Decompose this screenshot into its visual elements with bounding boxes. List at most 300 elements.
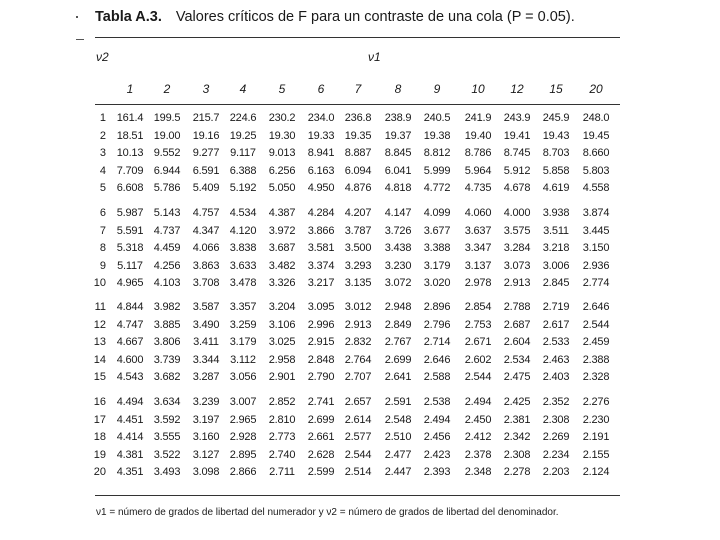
table-cell: 3.020 bbox=[423, 277, 451, 289]
table-cell: 9.552 bbox=[153, 147, 181, 159]
bottom-rule bbox=[95, 495, 620, 496]
table-cell: 3.739 bbox=[153, 354, 181, 366]
row-label: 12 bbox=[93, 319, 106, 331]
table-cell: 8.941 bbox=[307, 147, 335, 159]
table-caption: Valores críticos de F para un contraste de una cola (P = 0.05). bbox=[175, 9, 575, 25]
table-cell: 3.438 bbox=[384, 242, 412, 254]
table-cell: 4.818 bbox=[384, 182, 412, 194]
table-cell: 2.741 bbox=[307, 396, 335, 408]
table-cell: 2.796 bbox=[423, 319, 451, 331]
column-header: 8 bbox=[394, 82, 402, 96]
table-cell: 3.344 bbox=[192, 354, 220, 366]
table-cell: 4.737 bbox=[153, 225, 181, 237]
table-cell: 6.388 bbox=[229, 165, 257, 177]
table-cell: 2.534 bbox=[503, 354, 531, 366]
table-cell: 8.660 bbox=[582, 147, 610, 159]
table-cell: 3.357 bbox=[229, 301, 257, 313]
row-label: 11 bbox=[94, 301, 106, 313]
table-cell: 19.45 bbox=[582, 130, 610, 142]
table-cell: 2.412 bbox=[464, 431, 492, 443]
table-cell: 2.463 bbox=[542, 354, 570, 366]
table-cell: 2.348 bbox=[464, 466, 492, 478]
table-cell: 3.592 bbox=[153, 414, 181, 426]
table-cell: 19.35 bbox=[344, 130, 372, 142]
table-cell: 3.056 bbox=[229, 371, 257, 383]
table-cell: 2.388 bbox=[582, 354, 610, 366]
column-header: 2 bbox=[163, 82, 171, 96]
table-cell: 2.849 bbox=[384, 319, 412, 331]
table-cell: 19.00 bbox=[153, 130, 181, 142]
table-cell: 2.996 bbox=[307, 319, 335, 331]
table-cell: 4.451 bbox=[116, 414, 144, 426]
table-cell: 245.9 bbox=[542, 112, 570, 124]
table-cell: 2.588 bbox=[423, 371, 451, 383]
table-cell: 5.143 bbox=[153, 207, 181, 219]
table-cell: 3.493 bbox=[153, 466, 181, 478]
table-cell: 3.293 bbox=[344, 260, 372, 272]
table-cell: 2.687 bbox=[503, 319, 531, 331]
table-cell: 2.308 bbox=[503, 449, 531, 461]
table-cell: 19.38 bbox=[423, 130, 451, 142]
table-cell: 2.928 bbox=[229, 431, 257, 443]
table-cell: 2.614 bbox=[344, 414, 372, 426]
table-cell: 3.445 bbox=[582, 225, 610, 237]
table-cell: 8.812 bbox=[423, 147, 451, 159]
column-header: 1 bbox=[126, 82, 134, 96]
table-cell: 8.845 bbox=[384, 147, 412, 159]
row-label: 3 bbox=[99, 147, 106, 159]
table-cell: 248.0 bbox=[582, 112, 610, 124]
table-cell: 6.944 bbox=[153, 165, 181, 177]
table-cell: 9.013 bbox=[268, 147, 296, 159]
table-cell: 2.895 bbox=[229, 449, 257, 461]
table-cell: 3.555 bbox=[153, 431, 181, 443]
header-rule bbox=[95, 104, 620, 105]
table-cell: 2.124 bbox=[582, 466, 610, 478]
table-cell: 4.735 bbox=[464, 182, 492, 194]
table-cell: 3.230 bbox=[384, 260, 412, 272]
table-cell: 2.896 bbox=[423, 301, 451, 313]
table-cell: 3.634 bbox=[153, 396, 181, 408]
table-cell: 2.714 bbox=[423, 336, 451, 348]
table-cell: 3.866 bbox=[307, 225, 335, 237]
table-cell: 3.127 bbox=[192, 449, 220, 461]
table-cell: 3.218 bbox=[542, 242, 570, 254]
column-header: 7 bbox=[354, 82, 362, 96]
table-cell: 3.006 bbox=[542, 260, 570, 272]
table-cell: 3.511 bbox=[543, 225, 569, 237]
table-cell: 10.13 bbox=[116, 147, 144, 159]
table-cell: 3.150 bbox=[582, 242, 610, 254]
table-cell: 19.40 bbox=[464, 130, 492, 142]
table-cell: 3.326 bbox=[268, 277, 296, 289]
table-cell: 3.522 bbox=[153, 449, 181, 461]
table-cell: 4.619 bbox=[542, 182, 570, 194]
table-cell: 2.450 bbox=[464, 414, 492, 426]
table-cell: 5.912 bbox=[503, 165, 531, 177]
table-cell: 2.671 bbox=[464, 336, 492, 348]
nu1-header: ν1 bbox=[368, 50, 381, 64]
table-cell: 4.876 bbox=[344, 182, 372, 194]
table-cell: 3.587 bbox=[192, 301, 220, 313]
table-cell: 3.287 bbox=[192, 371, 220, 383]
table-cell: 19.30 bbox=[268, 130, 296, 142]
column-header: 20 bbox=[589, 82, 603, 96]
table-cell: 3.482 bbox=[268, 260, 296, 272]
table-cell: 2.915 bbox=[307, 336, 335, 348]
table-cell: 234.0 bbox=[307, 112, 335, 124]
table-cell: 2.269 bbox=[542, 431, 570, 443]
table-cell: 2.773 bbox=[268, 431, 296, 443]
table-cell: 2.544 bbox=[464, 371, 492, 383]
table-cell: 4.534 bbox=[229, 207, 257, 219]
table-cell: 3.726 bbox=[384, 225, 412, 237]
table-cell: 2.913 bbox=[503, 277, 531, 289]
table-cell: 3.838 bbox=[229, 242, 257, 254]
table-cell: 3.677 bbox=[423, 225, 451, 237]
table-cell: 2.456 bbox=[423, 431, 451, 443]
table-cell: 3.575 bbox=[503, 225, 531, 237]
table-cell: 3.787 bbox=[344, 225, 372, 237]
table-cell: 3.179 bbox=[423, 260, 451, 272]
table-cell: 2.510 bbox=[384, 431, 412, 443]
table-cell: 215.7 bbox=[192, 112, 220, 124]
table-cell: 8.887 bbox=[344, 147, 372, 159]
table-cell: 3.007 bbox=[229, 396, 257, 408]
table-cell: 2.278 bbox=[503, 466, 531, 478]
table-cell: 4.600 bbox=[116, 354, 144, 366]
table-cell: 2.790 bbox=[307, 371, 335, 383]
table-cell: 2.477 bbox=[384, 449, 412, 461]
table-cell: 2.707 bbox=[344, 371, 372, 383]
table-cell: 240.5 bbox=[423, 112, 451, 124]
table-cell: 6.256 bbox=[268, 165, 296, 177]
table-cell: 5.591 bbox=[116, 225, 144, 237]
table-cell: 3.197 bbox=[192, 414, 220, 426]
table-cell: 2.538 bbox=[423, 396, 451, 408]
table-cell: 2.699 bbox=[384, 354, 412, 366]
column-header: 12 bbox=[510, 82, 524, 96]
table-cell: 2.866 bbox=[229, 466, 257, 478]
table-cell: 3.073 bbox=[503, 260, 531, 272]
table-cell: 2.901 bbox=[268, 371, 296, 383]
table-cell: 3.982 bbox=[153, 301, 181, 313]
row-label: 5 bbox=[99, 182, 106, 194]
table-cell: 3.098 bbox=[192, 466, 220, 478]
table-cell: 2.230 bbox=[582, 414, 610, 426]
table-cell: 7.709 bbox=[116, 165, 144, 177]
table-cell: 3.478 bbox=[229, 277, 257, 289]
table-cell: 4.747 bbox=[116, 319, 144, 331]
table-cell: 238.9 bbox=[384, 112, 412, 124]
column-header: 15 bbox=[549, 82, 563, 96]
row-label: 8 bbox=[99, 242, 106, 254]
column-header: 10 bbox=[471, 82, 485, 96]
table-cell: 5.964 bbox=[464, 165, 492, 177]
table-cell: 8.703 bbox=[542, 147, 570, 159]
table-cell: 3.490 bbox=[192, 319, 220, 331]
table-cell: 2.494 bbox=[423, 414, 451, 426]
table-cell: 4.965 bbox=[116, 277, 144, 289]
table-cell: 2.393 bbox=[423, 466, 451, 478]
column-header: 5 bbox=[278, 82, 286, 96]
column-header: 9 bbox=[433, 82, 441, 96]
row-label: 10 bbox=[93, 277, 106, 289]
table-cell: 2.533 bbox=[542, 336, 570, 348]
table-cell: 9.277 bbox=[192, 147, 220, 159]
table-cell: 3.217 bbox=[307, 277, 335, 289]
table-cell: 3.012 bbox=[344, 301, 372, 313]
table-cell: 2.599 bbox=[307, 466, 335, 478]
column-header: 6 bbox=[317, 82, 325, 96]
table-cell: 2.719 bbox=[542, 301, 570, 313]
table-cell: 6.591 bbox=[192, 165, 220, 177]
table-cell: 3.633 bbox=[229, 260, 257, 272]
table-cell: 2.740 bbox=[268, 449, 296, 461]
table-cell: 4.381 bbox=[116, 449, 144, 461]
table-cell: 2.447 bbox=[384, 466, 412, 478]
table-cell: 2.352 bbox=[542, 396, 570, 408]
table-cell: 4.414 bbox=[116, 431, 144, 443]
table-cell: 5.050 bbox=[268, 182, 296, 194]
table-cell: 4.844 bbox=[116, 301, 144, 313]
column-header: 4 bbox=[239, 82, 247, 96]
row-label: 19 bbox=[93, 449, 106, 461]
table-cell: 4.757 bbox=[192, 207, 220, 219]
row-label: 7 bbox=[99, 225, 106, 237]
table-cell: 2.604 bbox=[503, 336, 531, 348]
table-cell: 4.543 bbox=[116, 371, 144, 383]
table-cell: 18.51 bbox=[116, 130, 144, 142]
table-cell: 2.155 bbox=[582, 449, 610, 461]
table-cell: 19.37 bbox=[384, 130, 412, 142]
table-cell: 3.135 bbox=[344, 277, 372, 289]
table-cell: 4.558 bbox=[582, 182, 610, 194]
table-cell: 3.637 bbox=[464, 225, 492, 237]
table-cell: 4.678 bbox=[503, 182, 531, 194]
table-cell: 2.788 bbox=[503, 301, 531, 313]
table-cell: 4.256 bbox=[153, 260, 181, 272]
row-label: 15 bbox=[93, 371, 106, 383]
table-cell: 2.425 bbox=[503, 396, 531, 408]
table-cell: 3.239 bbox=[192, 396, 220, 408]
footnote: ν1 = número de grados de libertad del numerador y ν2 = número de grados de libertad del denominador. bbox=[96, 507, 559, 518]
table-cell: 2.646 bbox=[582, 301, 610, 313]
table-cell: 6.608 bbox=[116, 182, 144, 194]
table-cell: 3.687 bbox=[268, 242, 296, 254]
table-cell: 2.381 bbox=[503, 414, 531, 426]
table-cell: 4.459 bbox=[153, 242, 181, 254]
table-cell: 4.120 bbox=[229, 225, 257, 237]
table-cell: 2.832 bbox=[344, 336, 372, 348]
table-cell: 2.577 bbox=[344, 431, 372, 443]
table-cell: 3.708 bbox=[192, 277, 220, 289]
row-label: 2 bbox=[99, 130, 106, 142]
table-cell: 3.025 bbox=[268, 336, 296, 348]
table-cell: 3.374 bbox=[307, 260, 335, 272]
table-cell: 4.667 bbox=[116, 336, 144, 348]
nu2-header: ν2 bbox=[96, 50, 109, 64]
table-cell: 9.117 bbox=[230, 147, 256, 159]
table-cell: 4.347 bbox=[192, 225, 220, 237]
table-cell: 2.328 bbox=[582, 371, 610, 383]
table-cell: 2.475 bbox=[503, 371, 531, 383]
table-cell: 4.207 bbox=[344, 207, 372, 219]
table-cell: 2.657 bbox=[344, 396, 372, 408]
row-label: 16 bbox=[93, 396, 106, 408]
table-cell: 2.342 bbox=[503, 431, 531, 443]
table-cell: 2.774 bbox=[582, 277, 610, 289]
table-cell: 2.544 bbox=[344, 449, 372, 461]
table-cell: 2.276 bbox=[582, 396, 610, 408]
table-cell: 3.388 bbox=[423, 242, 451, 254]
table-cell: 19.41 bbox=[503, 130, 531, 142]
margin-mark bbox=[76, 16, 78, 18]
table-cell: 5.987 bbox=[116, 207, 144, 219]
table-cell: 2.913 bbox=[344, 319, 372, 331]
table-cell: 2.602 bbox=[464, 354, 492, 366]
table-cell: 2.810 bbox=[268, 414, 296, 426]
table-cell: 230.2 bbox=[268, 112, 296, 124]
table-cell: 2.234 bbox=[542, 449, 570, 461]
table-cell: 3.581 bbox=[307, 242, 335, 254]
table-cell: 2.978 bbox=[464, 277, 492, 289]
table-cell: 2.548 bbox=[384, 414, 412, 426]
row-label: 1 bbox=[99, 112, 106, 124]
row-label: 17 bbox=[93, 414, 106, 426]
table-cell: 3.284 bbox=[503, 242, 531, 254]
margin-mark bbox=[76, 39, 84, 40]
table-cell: 5.999 bbox=[423, 165, 451, 177]
table-cell: 2.848 bbox=[307, 354, 335, 366]
table-cell: 2.423 bbox=[423, 449, 451, 461]
table-cell: 2.646 bbox=[423, 354, 451, 366]
table-cell: 2.203 bbox=[542, 466, 570, 478]
table-cell: 3.874 bbox=[582, 207, 610, 219]
table-cell: 2.628 bbox=[307, 449, 335, 461]
table-cell: 161.4 bbox=[116, 112, 144, 124]
table-cell: 5.117 bbox=[117, 260, 143, 272]
table-cell: 3.179 bbox=[229, 336, 257, 348]
table-cell: 2.403 bbox=[542, 371, 570, 383]
table-cell: 3.204 bbox=[268, 301, 296, 313]
table-cell: 19.25 bbox=[229, 130, 257, 142]
table-cell: 3.072 bbox=[384, 277, 412, 289]
table-cell: 3.863 bbox=[192, 260, 220, 272]
table-cell: 199.5 bbox=[153, 112, 181, 124]
table-cell: 2.852 bbox=[268, 396, 296, 408]
table-cell: 3.106 bbox=[268, 319, 296, 331]
table-cell: 4.066 bbox=[192, 242, 220, 254]
table-cell: 4.351 bbox=[116, 466, 144, 478]
table-title bbox=[95, 9, 635, 25]
row-label: 9 bbox=[99, 260, 106, 272]
table-cell: 2.661 bbox=[307, 431, 335, 443]
table-cell: 4.060 bbox=[464, 207, 492, 219]
row-label: 6 bbox=[99, 207, 106, 219]
row-label: 13 bbox=[93, 336, 106, 348]
row-label: 18 bbox=[93, 431, 106, 443]
table-cell: 2.845 bbox=[542, 277, 570, 289]
table-cell: 4.284 bbox=[307, 207, 335, 219]
table-cell: 2.494 bbox=[464, 396, 492, 408]
table-cell: 3.806 bbox=[153, 336, 181, 348]
table-cell: 3.160 bbox=[192, 431, 220, 443]
table-cell: 2.767 bbox=[384, 336, 412, 348]
table-cell: 3.112 bbox=[230, 354, 256, 366]
table-cell: 2.514 bbox=[344, 466, 372, 478]
table-cell: 3.259 bbox=[229, 319, 257, 331]
row-label: 20 bbox=[93, 466, 106, 478]
table-cell: 2.308 bbox=[542, 414, 570, 426]
table-cell: 224.6 bbox=[229, 112, 257, 124]
table-cell: 2.459 bbox=[582, 336, 610, 348]
table-cell: 3.347 bbox=[464, 242, 492, 254]
table-cell: 4.950 bbox=[307, 182, 335, 194]
table-cell: 19.33 bbox=[307, 130, 335, 142]
table-cell: 4.099 bbox=[423, 207, 451, 219]
table-cell: 2.378 bbox=[464, 449, 492, 461]
table-cell: 2.965 bbox=[229, 414, 257, 426]
table-label: Tabla A.3. bbox=[95, 9, 162, 25]
table-cell: 3.972 bbox=[268, 225, 296, 237]
table-cell: 2.699 bbox=[307, 414, 335, 426]
table-cell: 236.8 bbox=[344, 112, 372, 124]
top-rule bbox=[95, 37, 620, 38]
table-cell: 4.772 bbox=[423, 182, 451, 194]
table-cell: 2.753 bbox=[464, 319, 492, 331]
table-cell: 4.147 bbox=[384, 207, 412, 219]
table-cell: 243.9 bbox=[503, 112, 531, 124]
table-cell: 2.617 bbox=[542, 319, 570, 331]
table-cell: 5.192 bbox=[229, 182, 257, 194]
table-cell: 6.163 bbox=[307, 165, 335, 177]
column-header: 3 bbox=[202, 82, 210, 96]
row-label: 4 bbox=[99, 165, 106, 177]
table-cell: 3.938 bbox=[542, 207, 570, 219]
table-cell: 8.745 bbox=[503, 147, 531, 159]
table-cell: 6.094 bbox=[344, 165, 372, 177]
table-cell: 2.764 bbox=[344, 354, 372, 366]
table-cell: 5.409 bbox=[192, 182, 220, 194]
table-cell: 6.041 bbox=[384, 165, 412, 177]
table-cell: 5.803 bbox=[582, 165, 610, 177]
table-cell: 2.641 bbox=[384, 371, 412, 383]
table-cell: 8.786 bbox=[464, 147, 492, 159]
table-cell: 19.43 bbox=[542, 130, 570, 142]
table-cell: 2.936 bbox=[582, 260, 610, 272]
table-cell: 3.682 bbox=[153, 371, 181, 383]
table-cell: 3.500 bbox=[344, 242, 372, 254]
table-cell: 241.9 bbox=[464, 112, 492, 124]
table-cell: 2.711 bbox=[269, 466, 295, 478]
table-cell: 5.318 bbox=[116, 242, 144, 254]
table-cell: 3.411 bbox=[193, 336, 219, 348]
table-cell: 3.885 bbox=[153, 319, 181, 331]
table-cell: 3.137 bbox=[464, 260, 492, 272]
table-cell: 19.16 bbox=[192, 130, 220, 142]
table-cell: 3.095 bbox=[307, 301, 335, 313]
table-cell: 2.854 bbox=[464, 301, 492, 313]
table-cell: 2.191 bbox=[582, 431, 610, 443]
table-cell: 4.494 bbox=[116, 396, 144, 408]
table-cell: 5.858 bbox=[542, 165, 570, 177]
table-cell: 4.387 bbox=[268, 207, 296, 219]
table-cell: 4.103 bbox=[153, 277, 181, 289]
table-cell: 4.000 bbox=[503, 207, 531, 219]
table-cell: 2.958 bbox=[268, 354, 296, 366]
table-cell: 2.544 bbox=[582, 319, 610, 331]
